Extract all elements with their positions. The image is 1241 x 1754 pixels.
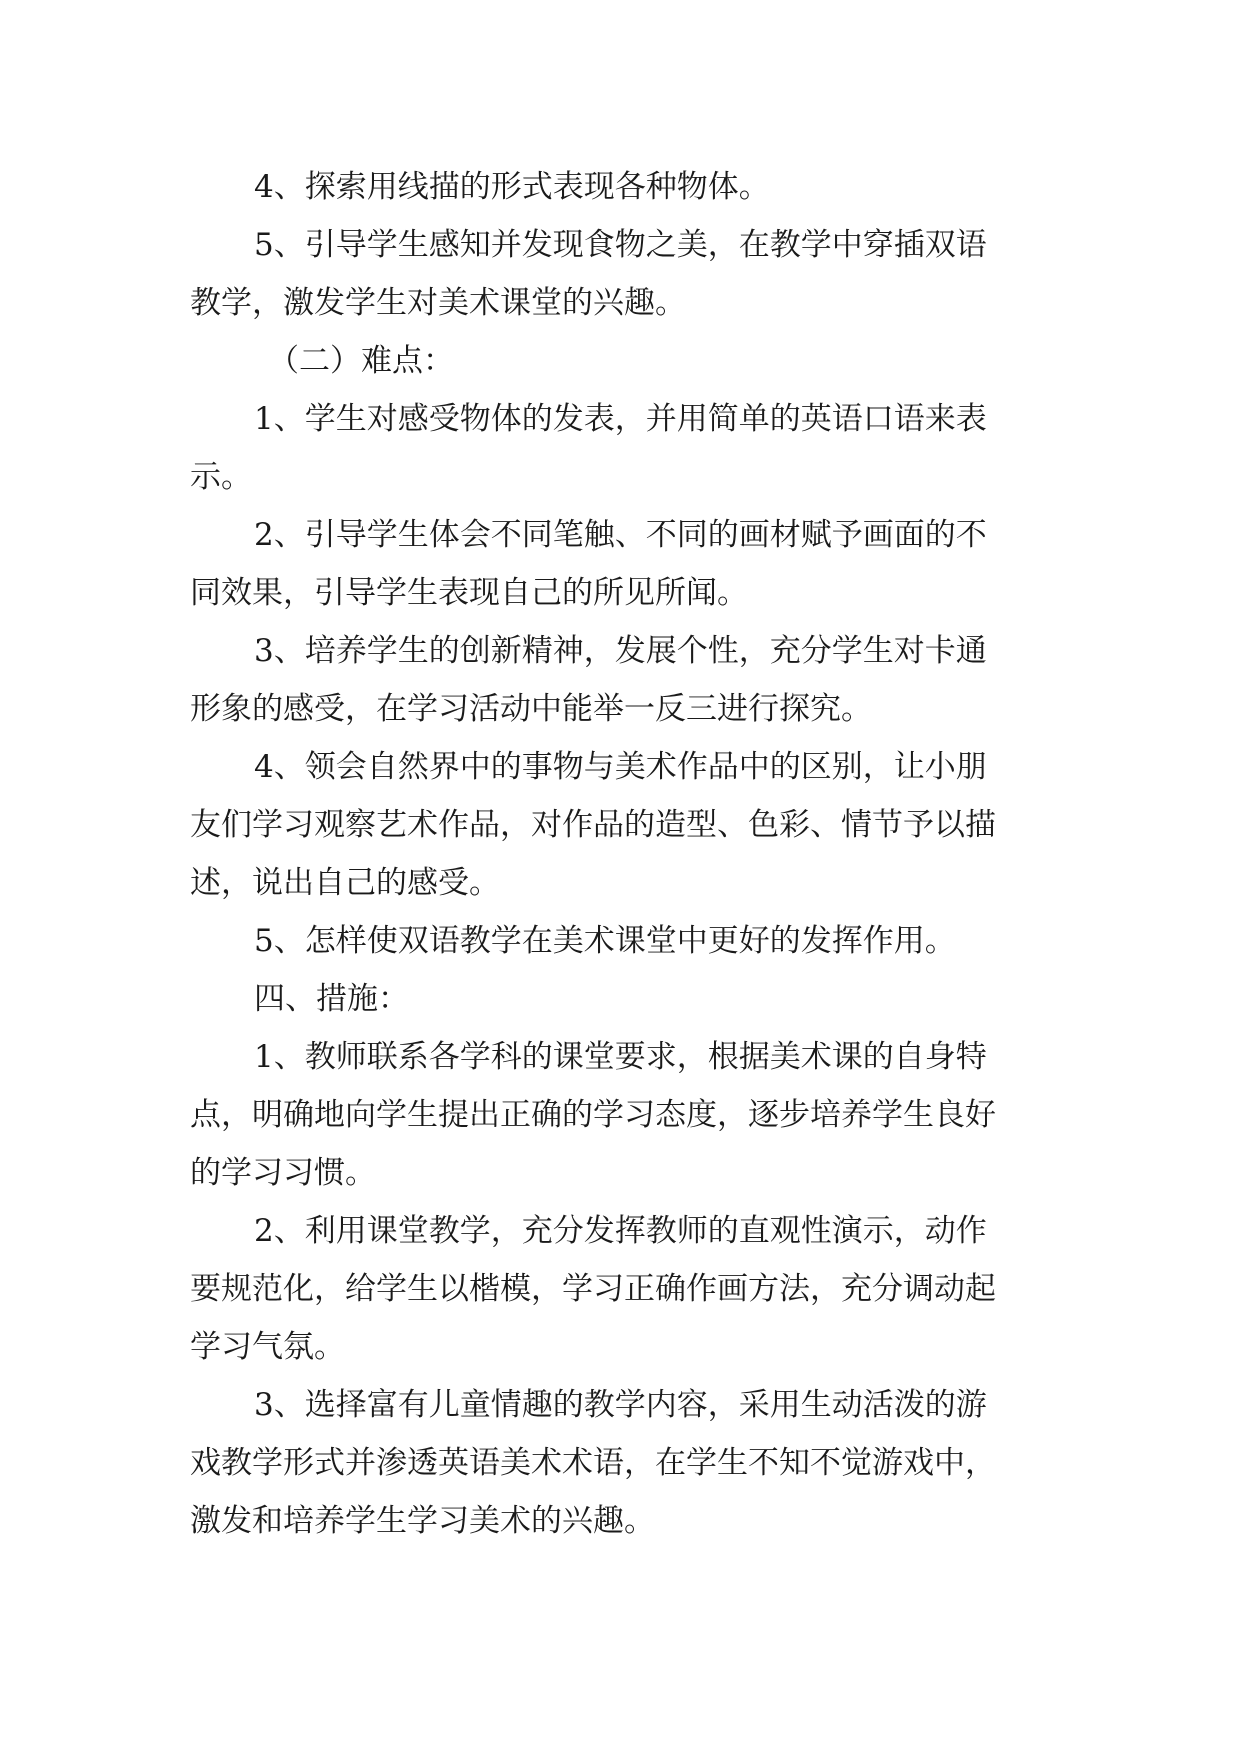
paragraph-line: 4、探索用线描的形式表现各种物体。 <box>254 169 770 205</box>
paragraph-food-beauty <box>190 216 1050 332</box>
paragraph-line: 2、引导学生体会不同笔触、不同的画材赋予画面的不 <box>254 517 987 553</box>
paragraph-line: 1、学生对感受物体的发表，并用简单的英语口语来表 <box>254 401 987 437</box>
paragraph-line: 4、领会自然界中的事物与美术作品中的区别，让小朋 <box>254 749 987 785</box>
paragraph-line: 要规范化，给学生以楷模，学习正确作画方法，充分调动起 <box>190 1271 996 1307</box>
section-heading-difficulties <box>190 332 1050 390</box>
paragraph-line: 5、引导学生感知并发现食物之美，在教学中穿插双语 <box>254 227 987 263</box>
paragraph-difficulty-4 <box>190 738 1050 912</box>
paragraph-measure-2 <box>190 1202 1050 1376</box>
paragraph-measure-1 <box>190 1028 1050 1202</box>
paragraph-measure-3 <box>190 1376 1050 1550</box>
document-body <box>190 158 1050 1550</box>
paragraph-line: 戏教学形式并渗透英语美术术语，在学生不知不觉游戏中， <box>190 1445 996 1481</box>
paragraph-line: 1、教师联系各学科的课堂要求，根据美术课的自身特 <box>254 1039 987 1075</box>
heading-text: （二）难点： <box>268 343 454 379</box>
paragraph-line: 2、利用课堂教学，充分发挥教师的直观性演示，动作 <box>254 1213 987 1249</box>
paragraph-difficulty-2 <box>190 506 1050 622</box>
paragraph-difficulty-1 <box>190 390 1050 506</box>
paragraph-difficulty-3 <box>190 622 1050 738</box>
paragraph-line: 的学习习惯。 <box>190 1155 376 1191</box>
paragraph-line: 3、选择富有儿童情趣的教学内容，采用生动活泼的游 <box>254 1387 987 1423</box>
paragraph-line: 示。 <box>190 459 252 495</box>
paragraph-line: 点，明确地向学生提出正确的学习态度，逐步培养学生良好 <box>190 1097 996 1133</box>
paragraph-line: 述，说出自己的感受。 <box>190 865 500 901</box>
paragraph-line: 教学，激发学生对美术课堂的兴趣。 <box>190 285 686 321</box>
paragraph-line: 3、培养学生的创新精神，发展个性，充分学生对卡通 <box>254 633 987 669</box>
paragraph-line: 友们学习观察艺术作品，对作品的造型、色彩、情节予以描 <box>190 807 996 843</box>
section-heading-measures <box>190 970 1050 1028</box>
paragraph-line: 形象的感受，在学习活动中能举一反三进行探究。 <box>190 691 872 727</box>
paragraph-difficulty-5 <box>190 912 1050 970</box>
heading-text: 四、措施： <box>254 981 409 1017</box>
paragraph-line: 5、怎样使双语教学在美术课堂中更好的发挥作用。 <box>254 923 956 959</box>
paragraph-line: 学习气氛。 <box>190 1329 345 1365</box>
paragraph-line: 激发和培养学生学习美术的兴趣。 <box>190 1503 655 1539</box>
paragraph-line: 同效果，引导学生表现自己的所见所闻。 <box>190 575 748 611</box>
paragraph-explore-line-drawing <box>190 158 1050 216</box>
